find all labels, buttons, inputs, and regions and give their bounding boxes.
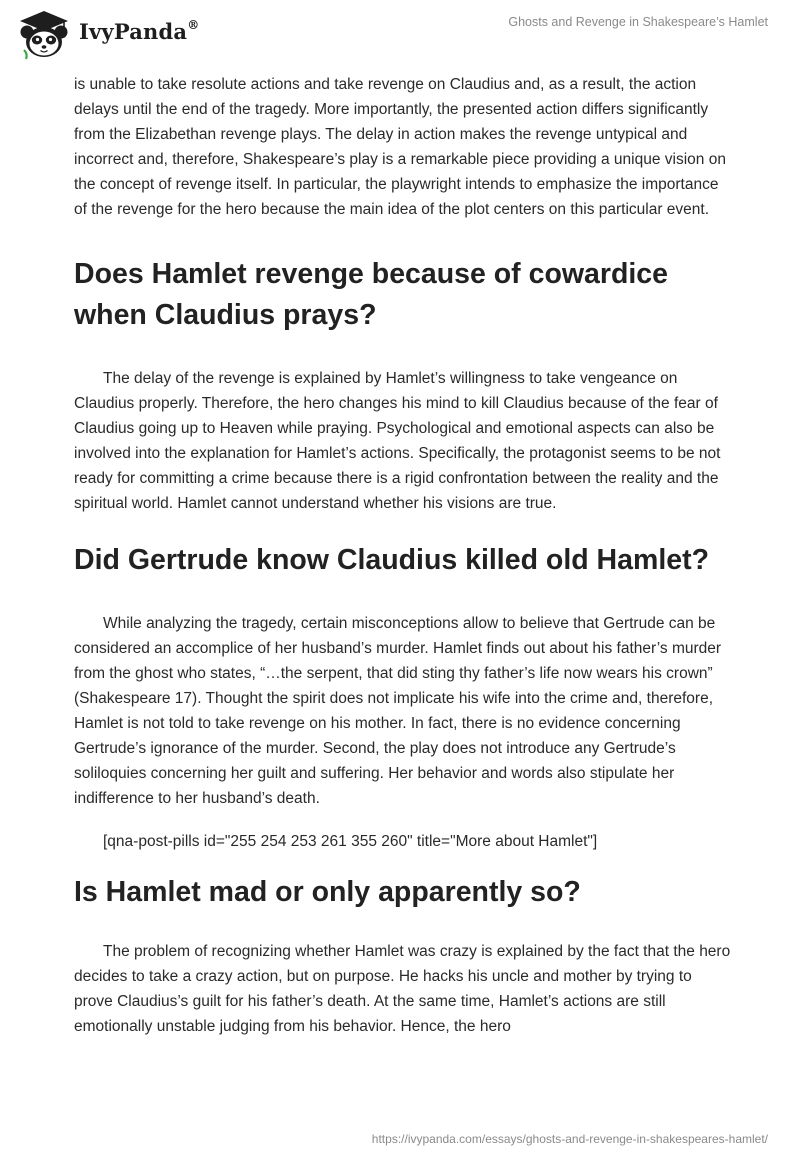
- heading-cowardice: Does Hamlet revenge because of cowardice when Claudius prays?: [74, 258, 668, 331]
- footer-url[interactable]: https://ivypanda.com/essays/ghosts-and-revenge-in-shakespeares-hamlet/: [371, 1132, 768, 1146]
- paragraph-gertrude: While analyzing the tragedy, certain misconceptions allow to believe that Gertrude can be considered an accomplice of her husband’s murder. Hamlet finds out about his father’s murder from the ghost who states, “…the serpent, that did sting thy father’s life now wears his crown” (Shakespeare 17). Thought the spirit does not implicate his wife into the crime and, therefore, Hamlet is not told to take revenge on his mother. In fact, there is no evidence concerning Gertrude’s ignorance of the murder. Second, the play does not introduce any Gertrude’s soliloquies concerning her guilt and suffering. Her behavior and words also stipulate her indifference to her husband’s death.: [74, 615, 722, 807]
- shortcode-text: [qna-post-pills id="255 254 253 261 355 260" title="More about Hamlet"]: [103, 833, 598, 850]
- document-title: Ghosts and Revenge in Shakespeare’s Hamlet: [508, 15, 768, 29]
- paragraph-intro: is unable to take resolute actions and take revenge on Claudius and, as a result, the action delays until the end of the tragedy. More importantly, the presented action differs significantly from the Elizabethan revenge plays. The delay in action makes the revenge untypical and incorrect and, therefore, Shakespeare’s play is a remarkable piece providing a unique vision on the concept of revenge itself. In particular, the playwright intends to emphasize the importance of the revenge for the hero because the main idea of the plot centers on this particular event.: [74, 76, 726, 218]
- heading-gertrude: Did Gertrude know Claudius killed old Hamlet?: [74, 544, 710, 576]
- essay-content: [74, 72, 734, 1039]
- paragraph-cowardice: The delay of the revenge is explained by Hamlet’s willingness to take vengeance on Claudius properly. Therefore, the hero changes his mind to kill Claudius because of the fear of Claudius going up to Heaven while praying. Psychological and emotional aspects can also be involved into the explanation for Hamlet’s actions. Specifically, the protagonist seems to be not ready for committing a crime because there is a rigid confrontation between the reality and the spiritual world. Hamlet cannot understand whether his visions are true.: [74, 370, 721, 512]
- page-header: [0, 0, 800, 70]
- paragraph-madness: The problem of recognizing whether Hamlet was crazy is explained by the fact that the hero decides to take a crazy action, but on purpose. He hacks his uncle and mother by trying to prove Claudius’s guilt for his father’s death. At the same time, Hamlet’s actions are still emotionally unstable judging from his behavior. Hence, the hero: [74, 943, 731, 1035]
- panda-graduate-logo-icon[interactable]: [14, 10, 74, 60]
- brand-name[interactable]: IvyPanda®: [79, 18, 200, 44]
- heading-madness: Is Hamlet mad or only apparently so?: [74, 876, 581, 908]
